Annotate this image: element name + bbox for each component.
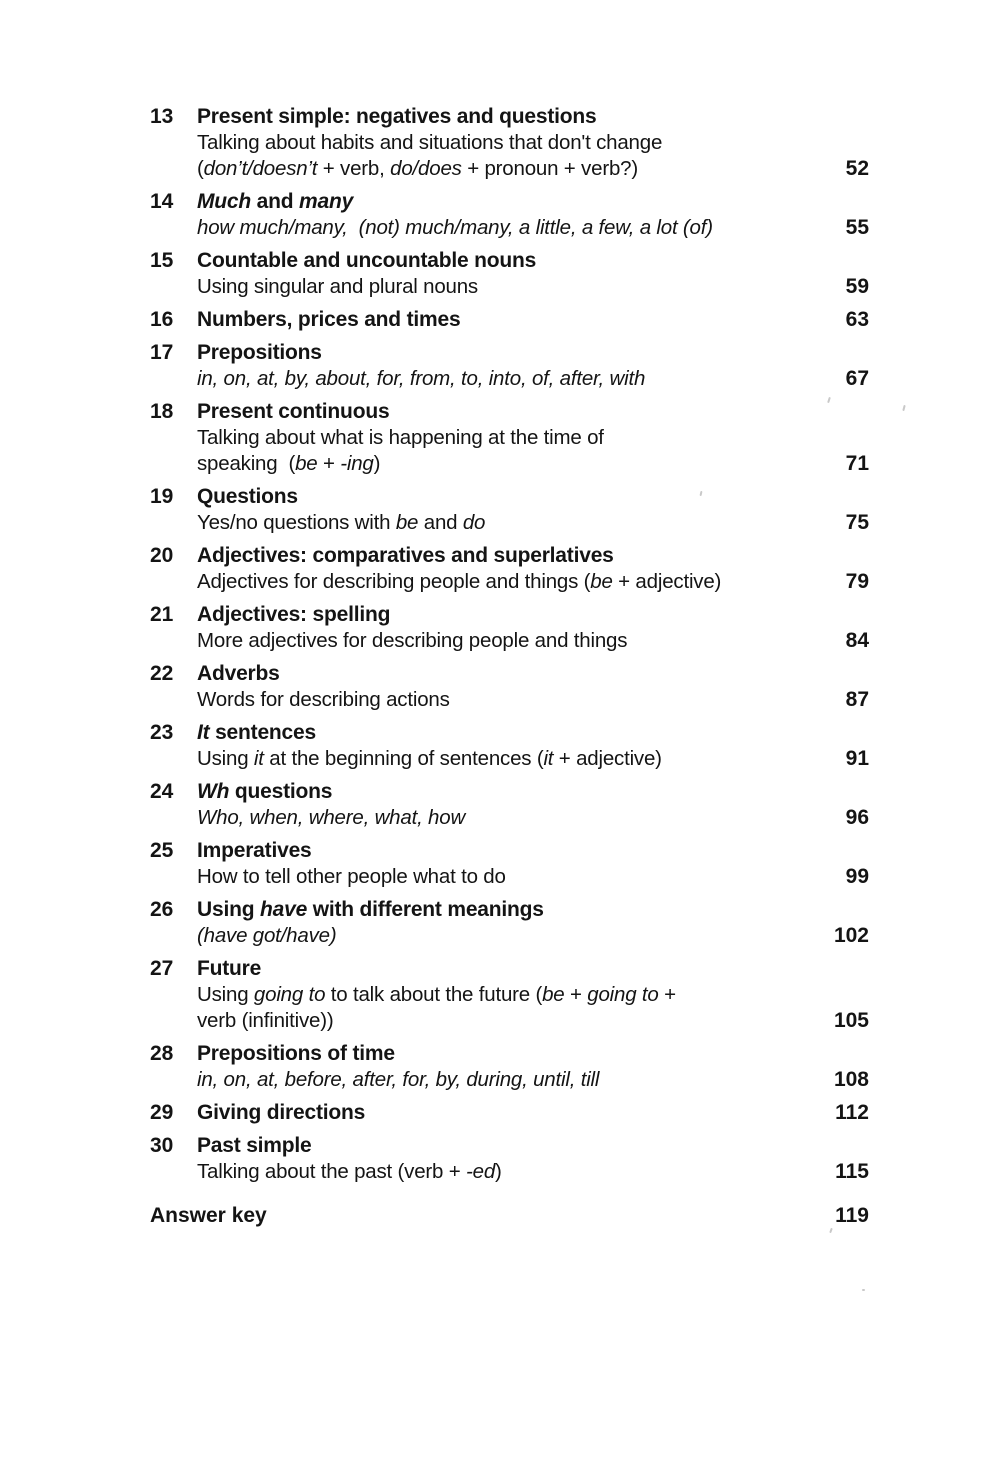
- table-of-contents: [150, 104, 869, 1229]
- entry-description-line: [197, 510, 813, 536]
- answer-key-label: Answer key: [150, 1204, 267, 1227]
- text-segment: It: [197, 721, 210, 744]
- text-segment: +: [658, 983, 676, 1006]
- entry-title: [197, 248, 813, 274]
- entry-body: [197, 307, 813, 333]
- text-segment: Using: [197, 747, 254, 770]
- text-segment: ): [373, 452, 381, 475]
- text-segment: many: [299, 190, 354, 213]
- text-segment: speaking (: [197, 452, 296, 475]
- text-segment: sentences: [209, 721, 316, 744]
- entry-description-line: [197, 156, 813, 182]
- entry-title: [197, 779, 813, 805]
- entry-description-line: [197, 1008, 813, 1034]
- entry-title: [197, 1041, 813, 1067]
- toc-entry: [150, 1041, 869, 1093]
- text-segment: how much/many, (not) much/many, a little, a few, a lot (of): [197, 216, 713, 239]
- entry-body: [197, 340, 813, 392]
- text-segment: Wh: [197, 780, 230, 803]
- text-segment: and: [418, 511, 463, 534]
- entry-body: [197, 838, 813, 890]
- toc-entry: [150, 720, 869, 772]
- entry-body: [197, 897, 813, 949]
- text-segment: Adjectives: spelling: [197, 603, 391, 626]
- text-segment: Past simple: [197, 1134, 312, 1157]
- entry-title: [197, 956, 813, 982]
- entry-number: 15: [150, 249, 174, 272]
- entry-body: [197, 956, 813, 1034]
- entry-body: [197, 661, 813, 713]
- entry-title: [197, 307, 813, 333]
- entry-number: 26: [150, 898, 174, 921]
- text-segment: Much: [197, 190, 252, 213]
- text-segment: Adjectives for describing people and things (: [197, 570, 591, 593]
- text-segment: in, on, at, by, about, for, from, to, into, of, after, with: [197, 367, 646, 390]
- entry-number: 20: [150, 544, 174, 567]
- toc-entry: [150, 484, 869, 536]
- entry-description-line: [197, 274, 813, 300]
- toc-entry: [150, 307, 869, 333]
- entry-title: [197, 399, 813, 425]
- text-segment: going to: [587, 983, 659, 1006]
- toc-entry: [150, 779, 869, 831]
- entry-page-number: 67: [845, 367, 869, 390]
- toc-entry: [150, 543, 869, 595]
- entry-title: [197, 1133, 813, 1159]
- entry-page-number: 108: [833, 1068, 869, 1091]
- entry-page-number: 79: [845, 570, 869, 593]
- entry-description-line: [197, 366, 813, 392]
- text-segment: (have got/have): [197, 924, 337, 947]
- entry-page-number: 115: [835, 1160, 869, 1183]
- answer-key-page-number: 119: [835, 1204, 869, 1227]
- toc-entry: [150, 838, 869, 890]
- text-segment: in, on, at, before, after, for, by, during, until, till: [197, 1068, 600, 1091]
- toc-entry: [150, 1100, 869, 1126]
- text-segment: Future: [197, 957, 262, 980]
- text-segment: it: [253, 747, 264, 770]
- text-segment: Who, when, where, what, how: [197, 806, 466, 829]
- entry-page-number: 59: [845, 275, 869, 298]
- entry-page-number: 84: [845, 629, 869, 652]
- entry-page-number: 87: [845, 688, 869, 711]
- entry-number: 14: [150, 190, 174, 213]
- text-segment: Talking about habits and situations that don't change: [197, 131, 663, 154]
- text-segment: -ed: [466, 1160, 496, 1183]
- toc-entry: [150, 399, 869, 477]
- toc-entry: [150, 602, 869, 654]
- text-segment: to talk about the future (: [325, 983, 543, 1006]
- text-segment: don’t/doesn’t: [203, 157, 318, 180]
- text-segment: Using singular and plural nouns: [197, 275, 478, 298]
- entry-page-number: 91: [845, 747, 869, 770]
- entry-description-line: [197, 805, 813, 831]
- toc-entry: [150, 956, 869, 1034]
- text-segment: going to: [253, 983, 326, 1006]
- text-segment: Using: [197, 898, 260, 921]
- text-segment: Talking about what is happening at the time of: [197, 426, 604, 449]
- text-segment: Countable and uncountable nouns: [197, 249, 537, 272]
- text-segment: Adjectives: comparatives and superlatives: [197, 544, 614, 567]
- text-segment: Prepositions of time: [197, 1042, 395, 1065]
- entry-body: [197, 484, 813, 536]
- entry-title: [197, 602, 813, 628]
- entry-title: [197, 838, 813, 864]
- entry-body: [197, 1133, 813, 1185]
- toc-entry: [150, 340, 869, 392]
- entry-number: 13: [150, 105, 174, 128]
- toc-entry: [150, 1133, 869, 1185]
- entry-body: [197, 779, 813, 831]
- text-segment: questions: [229, 780, 333, 803]
- entry-number: 22: [150, 662, 174, 685]
- entry-description-line: [197, 425, 813, 451]
- entry-description-line: [197, 569, 813, 595]
- entry-description-line: [197, 130, 813, 156]
- entry-body: [197, 248, 813, 300]
- entry-title: [197, 661, 813, 687]
- entry-number: 30: [150, 1134, 174, 1157]
- text-segment: Talking about the past (verb +: [197, 1160, 467, 1183]
- answer-key-row: [150, 1203, 869, 1229]
- text-segment: + verb,: [317, 157, 391, 180]
- toc-entry: [150, 897, 869, 949]
- scan-artifact: [902, 405, 905, 411]
- toc-entry: [150, 104, 869, 182]
- text-segment: + adjective): [553, 747, 662, 770]
- entry-title: [197, 1100, 813, 1126]
- entry-body: [197, 720, 813, 772]
- text-segment: + pronoun + verb?): [461, 157, 638, 180]
- text-segment: be: [295, 452, 318, 475]
- scan-artifact: [829, 1228, 833, 1233]
- entry-number: 19: [150, 485, 174, 508]
- text-segment: Present simple: negatives and questions: [197, 105, 597, 128]
- text-segment: do/does: [390, 157, 462, 180]
- text-segment: ): [495, 1160, 502, 1183]
- scan-artifact: [862, 1289, 865, 1291]
- entry-page-number: 105: [833, 1009, 869, 1032]
- entry-number: 17: [150, 341, 174, 364]
- entry-title: [197, 720, 813, 746]
- toc-list: [150, 104, 869, 1185]
- entry-page-number: 71: [845, 452, 869, 475]
- text-segment: Giving directions: [197, 1101, 366, 1124]
- text-segment: Words for describing actions: [197, 688, 450, 711]
- text-segment: be: [590, 570, 613, 593]
- text-segment: be: [542, 983, 565, 1006]
- text-segment: + adjective): [612, 570, 722, 593]
- text-segment: have: [259, 898, 308, 921]
- entry-description-line: [197, 687, 813, 713]
- entry-number: 21: [150, 603, 174, 626]
- text-segment: Imperatives: [197, 839, 312, 862]
- text-segment: Using: [197, 983, 254, 1006]
- entry-description-line: [197, 1067, 813, 1093]
- entry-description-line: [197, 451, 813, 477]
- entry-title: [197, 189, 813, 215]
- entry-page-number: 55: [845, 216, 869, 239]
- entry-title: [197, 543, 813, 569]
- entry-body: [197, 104, 813, 182]
- entry-body: [197, 189, 813, 241]
- entry-title: [197, 484, 813, 510]
- entry-page-number: 63: [845, 308, 869, 331]
- entry-title: [197, 340, 813, 366]
- text-segment: How to tell other people what to do: [197, 865, 506, 888]
- entry-page-number: 112: [835, 1101, 869, 1124]
- text-segment: with different meanings: [307, 898, 544, 921]
- text-segment: (: [197, 157, 204, 180]
- text-segment: it: [543, 747, 554, 770]
- entry-page-number: 75: [845, 511, 869, 534]
- entry-body: [197, 543, 813, 595]
- text-segment: +: [317, 452, 341, 475]
- entry-description-line: [197, 746, 813, 772]
- entry-description-line: [197, 628, 813, 654]
- entry-description-line: [197, 215, 813, 241]
- entry-body: [197, 1100, 813, 1126]
- toc-entry: [150, 661, 869, 713]
- entry-description-line: [197, 864, 813, 890]
- entry-body: [197, 602, 813, 654]
- toc-entry: [150, 189, 869, 241]
- entry-title: [197, 897, 813, 923]
- entry-page-number: 96: [845, 806, 869, 829]
- text-segment: -ing: [340, 452, 374, 475]
- text-segment: Adverbs: [197, 662, 280, 685]
- entry-description-line: [197, 1159, 813, 1185]
- entry-number: 27: [150, 957, 174, 980]
- entry-body: [197, 399, 813, 477]
- text-segment: be: [395, 511, 419, 534]
- entry-body: [197, 1041, 813, 1093]
- entry-description-line: [197, 982, 813, 1008]
- entry-page-number: 99: [845, 865, 869, 888]
- entry-number: 23: [150, 721, 174, 744]
- entry-description-line: [197, 923, 813, 949]
- text-segment: Present continuous: [197, 400, 390, 423]
- entry-page-number: 102: [833, 924, 869, 947]
- entry-page-number: 52: [845, 157, 869, 180]
- entry-number: 28: [150, 1042, 174, 1065]
- text-segment: Numbers, prices and times: [197, 308, 461, 331]
- text-segment: verb (infinitive)): [197, 1009, 334, 1032]
- toc-entry: [150, 248, 869, 300]
- entry-number: 25: [150, 839, 174, 862]
- entry-number: 16: [150, 308, 174, 331]
- text-segment: Yes/no questions with: [197, 511, 396, 534]
- text-segment: and: [251, 190, 300, 213]
- text-segment: at the beginning of sentences (: [263, 747, 544, 770]
- text-segment: Questions: [197, 485, 298, 508]
- text-segment: do: [462, 511, 486, 534]
- entry-title: [197, 104, 813, 130]
- text-segment: More adjectives for describing people and things: [197, 629, 628, 652]
- entry-number: 18: [150, 400, 174, 423]
- text-segment: Prepositions: [197, 341, 322, 364]
- entry-number: 24: [150, 780, 174, 803]
- text-segment: +: [564, 983, 588, 1006]
- entry-number: 29: [150, 1101, 174, 1124]
